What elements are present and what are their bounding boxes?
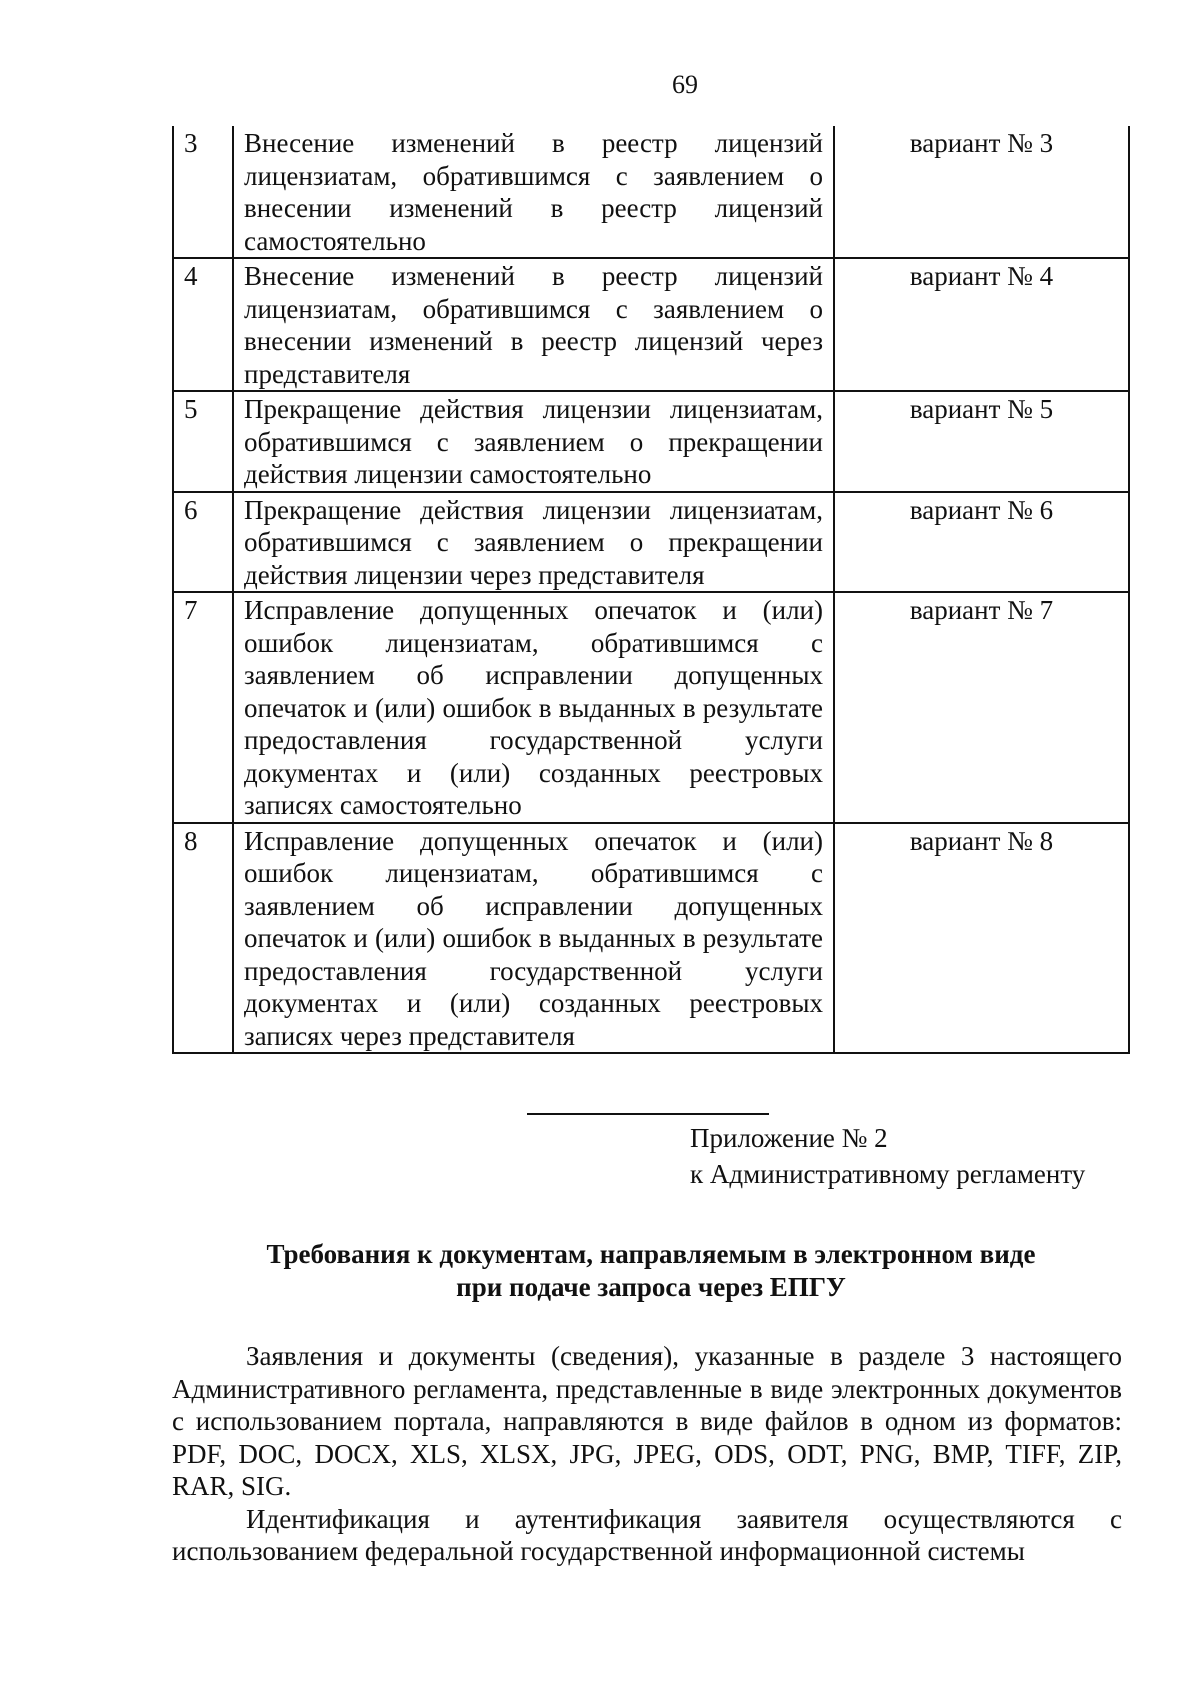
row-description: Прекращение действия лицензии лицензиатам, обратившимся с заявлением о прекращении действия лицензии самостоятельно [233, 391, 834, 492]
variants-table [172, 126, 1130, 1054]
row-number: 6 [173, 492, 233, 593]
row-variant: вариант № 4 [834, 258, 1129, 391]
appendix-title: Приложение № 2 [690, 1123, 888, 1153]
row-number: 3 [173, 126, 233, 258]
table-row [173, 391, 1129, 492]
row-variant: вариант № 3 [834, 126, 1129, 258]
row-number: 8 [173, 823, 233, 1054]
row-description: Прекращение действия лицензии лицензиатам, обратившимся с заявлением о прекращении действия лицензии через представителя [233, 492, 834, 593]
body-text [172, 1340, 1122, 1568]
row-number: 5 [173, 391, 233, 492]
section-heading [172, 1238, 1130, 1304]
row-description: Исправление допущенных опечаток и (или) ошибок лицензиатам, обратившимся с заявлением об исправлении допущенных опечаток и (или) ошибок в выданных в результате предоставления государственной услуги документах и (или) созданных реестровых записях самостоятельно [233, 592, 834, 823]
table-row [173, 258, 1129, 391]
paragraph: Заявления и документы (сведения), указанные в разделе 3 настоящего Административного регламента, представленные в виде электронных документов с использованием портала, направляются в виде файлов в одном из форматов: PDF, DOC, DOCX, XLS, XLSX, JPG, JPEG, ODS, ODT, PNG, BMP, TIFF, ZIP, RAR, SIG. [172, 1341, 1122, 1501]
table-row [173, 126, 1129, 258]
table-row [173, 592, 1129, 823]
appendix-caption [690, 1120, 1085, 1192]
row-variant: вариант № 6 [834, 492, 1129, 593]
page-number: 69 [672, 70, 698, 99]
heading-line-1: Требования к документам, направляемым в электронном виде [266, 1239, 1036, 1269]
appendix-subtitle: к Административному регламенту [690, 1159, 1086, 1189]
row-description: Внесение изменений в реестр лицензий лицензиатам, обратившимся с заявлением о внесении изменений в реестр лицензий через представителя [233, 258, 834, 391]
row-variant: вариант № 7 [834, 592, 1129, 823]
row-number: 4 [173, 258, 233, 391]
row-variant: вариант № 5 [834, 391, 1129, 492]
row-description: Исправление допущенных опечаток и (или) ошибок лицензиатам, обратившимся с заявлением об исправлении допущенных опечаток и (или) ошибок в выданных в результате предоставления государственной услуги документах и (или) созданных реестровых записях через представителя [233, 823, 834, 1054]
paragraph: Идентификация и аутентификация заявителя осуществляются с использованием федеральной государственной информационной системы [172, 1503, 1122, 1566]
row-description: Внесение изменений в реестр лицензий лицензиатам, обратившимся с заявлением о внесении изменений в реестр лицензий самостоятельно [233, 126, 834, 258]
row-variant: вариант № 8 [834, 823, 1129, 1054]
separator-rule [527, 1113, 769, 1115]
table-row [173, 823, 1129, 1054]
heading-line-2: при подаче запроса через ЕПГУ [456, 1272, 846, 1302]
table-row [173, 492, 1129, 593]
row-number: 7 [173, 592, 233, 823]
